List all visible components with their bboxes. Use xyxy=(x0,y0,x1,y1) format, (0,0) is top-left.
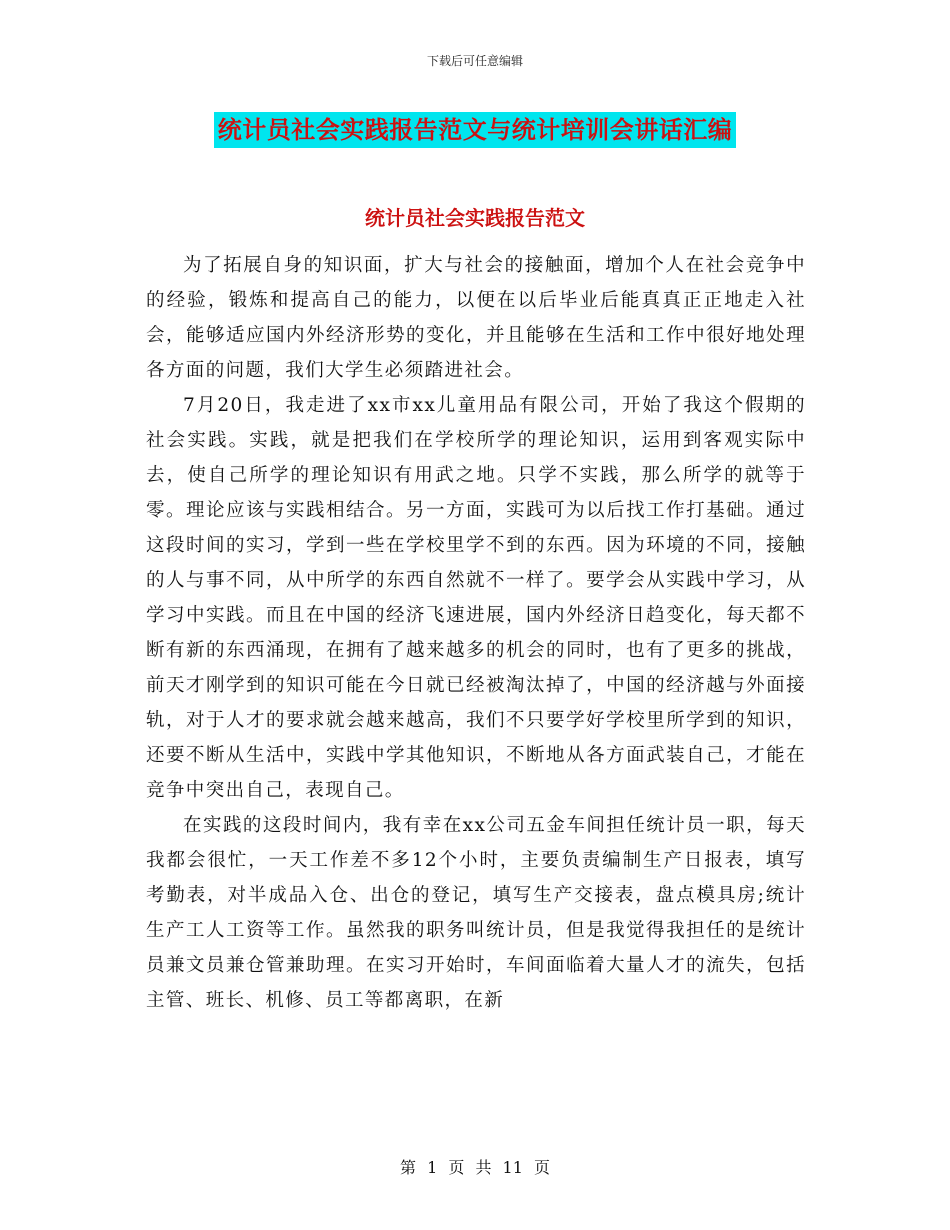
paragraph: 7月20日，我走进了xx市xx儿童用品有限公司，开始了我这个假期的社会实践。实践，就是把我们在学校所学的理论知识，运用到客观实际中去，使自己所学的理论知识有用武之地。只学不实践，那么所学的就等于零。理论应该与实践相结合。另一方面，实践可为以后找工作打基础。通过这段时间的实习，学到一些在学校里学不到的东西。因为环境的不同，接触的人与事不同，从中所学的东西自然就不一样了。要学会从实践中学习，从学习中实践。而且在中国的经济飞速进展，国内外经济日趋变化，每天都不断有新的东西涌现，在拥有了越来越多的机会的同时，也有了更多的挑战，前天才刚学到的知识可能在今日就已经被淘汰掉了，中国的经济越与外面接轨，对于人才的要求就会越来越高，我们不只要学好学校里所学到的知识，还要不断从生活中，实践中学其他知识，不断地从各方面武装自己，才能在竞争中突出自己，表现自己。 xyxy=(146,395,806,801)
main-title-container xyxy=(0,112,950,148)
paragraph: 在实践的这段时间内，我有幸在xx公司五金车间担任统计员一职，每天我都会很忙，一天工作差不多12个小时，主要负责编制生产日报表，填写考勤表，对半成品入仓、出仓的登记，填写生产交接表，盘点模具房;统计生产工人工资等工作。虽然我的职务叫统计员，但是我觉得我担任的是统计员兼文员兼仓管兼助理。在实习开始时，车间面临着大量人才的流失，包括主管、班长、机修、员工等都离职，在新 xyxy=(146,815,806,1011)
paragraph: 为了拓展自身的知识面，扩大与社会的接触面，增加个人在社会竞争中的经验，锻炼和提高自己的能力，以便在以后毕业后能真真正正地走入社会，能够适应国内外经济形势的变化，并且能够在生活和工作中很好地处理各方面的问题，我们大学生必须踏进社会。 xyxy=(146,255,806,381)
page-footer: 第 1 页 共 11 页 xyxy=(400,1158,550,1177)
sub-title: 统计员社会实践报告范文 xyxy=(365,206,585,230)
document-body xyxy=(146,248,806,1018)
header-note: 下载后可任意编辑 xyxy=(426,54,523,68)
main-title: 统计员社会实践报告范文与统计培训会讲话汇编 xyxy=(214,112,737,148)
